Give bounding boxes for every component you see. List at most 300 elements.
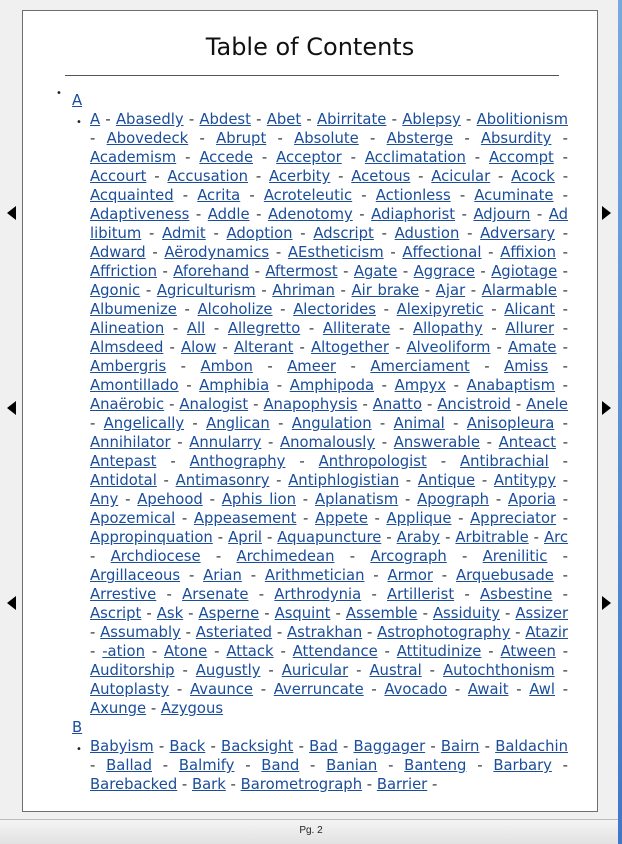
toc-entry-link[interactable]: Atone: [164, 643, 208, 660]
entry-separator: -: [447, 681, 468, 698]
entry-separator: -: [362, 776, 377, 793]
toc-entry-link[interactable]: Baldachin: [495, 738, 568, 755]
entry-separator: -: [375, 434, 394, 451]
entry-separator: -: [259, 605, 275, 622]
toc-entry-link[interactable]: Adenotomy: [267, 206, 353, 223]
toc-entry-link[interactable]: Arcograph: [370, 548, 447, 565]
toc-entry-link[interactable]: Acclimatation: [364, 149, 466, 166]
toc-entry-link[interactable]: Accompt: [488, 149, 554, 166]
toc-entry-link[interactable]: Annihilator: [90, 434, 171, 451]
entry-separator: -: [269, 377, 290, 394]
toc-entry-link[interactable]: Actionless: [375, 187, 451, 204]
section-letter-link[interactable]: B: [72, 719, 83, 736]
toc-entry-link[interactable]: Alectorides: [293, 301, 376, 318]
toc-entry-link[interactable]: Banian: [326, 757, 378, 774]
entry-separator: -: [358, 130, 387, 147]
toc-entry-link[interactable]: Amphipoda: [289, 377, 375, 394]
toc-entry-link[interactable]: Artillerist: [387, 586, 455, 603]
toc-entry-link[interactable]: Acerbity: [269, 168, 331, 185]
toc-entry-link[interactable]: Alicant: [504, 301, 556, 318]
toc-entry-link[interactable]: Adiaphorist: [371, 206, 456, 223]
toc-entry-link[interactable]: Asquint: [274, 605, 331, 622]
entry-separator: -: [163, 339, 181, 356]
entry-separator: -: [299, 757, 327, 774]
toc-entry-link[interactable]: Affixion: [500, 244, 556, 261]
toc-entry-link[interactable]: Appreciator: [470, 510, 557, 527]
toc-entry-link[interactable]: Anapophysis: [263, 396, 358, 413]
toc-entry-link[interactable]: Antitypy: [493, 472, 556, 489]
entry-separator: -: [216, 339, 234, 356]
section-letter-link[interactable]: A: [72, 92, 83, 109]
entry-separator: -: [375, 301, 397, 318]
toc-entry-link[interactable]: Alarmable: [481, 282, 557, 299]
toc-entry-link[interactable]: Asteriated: [195, 624, 273, 641]
toc-entry-link[interactable]: Avocado: [384, 681, 448, 698]
entry-separator: -: [547, 548, 569, 565]
entry-separator: -: [555, 681, 569, 698]
toc-entry-link[interactable]: Ajar: [435, 282, 466, 299]
entry-separator: -: [469, 358, 505, 375]
entry-separator: -: [417, 605, 433, 622]
toc-entry-link[interactable]: AEstheticism: [287, 244, 384, 261]
toc-entry-link[interactable]: Aphis lion: [221, 491, 296, 508]
toc-entry-link[interactable]: Babyism: [90, 738, 154, 755]
toc-entry-link[interactable]: Aggrace: [413, 263, 475, 280]
toc-entry-link[interactable]: Adaptiveness: [90, 206, 190, 223]
toc-entry-link[interactable]: Avaunce: [189, 681, 254, 698]
toc-entry-link[interactable]: Agriculturism: [156, 282, 256, 299]
toc-entry-link[interactable]: Addle: [207, 206, 250, 223]
toc-entry-link[interactable]: Acuminate: [474, 187, 554, 204]
toc-entry-link[interactable]: Acicular: [431, 168, 491, 185]
toc-entry-link[interactable]: Acrita: [197, 187, 241, 204]
entry-separator: -: [388, 339, 407, 356]
entry-separator: -: [175, 510, 194, 527]
toc-entry-link[interactable]: Absolute: [294, 130, 359, 147]
entry-separator: -: [90, 757, 107, 774]
toc-entry-link[interactable]: Amate: [508, 339, 557, 356]
toc-entry-link[interactable]: Ascript: [90, 605, 142, 622]
toc-entry-link[interactable]: Antique: [417, 472, 476, 489]
entry-separator: -: [554, 662, 568, 679]
entry-separator: -: [205, 225, 227, 242]
toc-entry-link[interactable]: Anele: [526, 396, 568, 413]
entry-separator: -: [174, 662, 196, 679]
toc-entry-link[interactable]: Barrier: [376, 776, 428, 793]
toc-entry-link[interactable]: Ancistroid: [437, 396, 511, 413]
entry-separator: -: [176, 149, 200, 166]
toc-entry-link[interactable]: Bark: [191, 776, 226, 793]
toc-entry-link[interactable]: Aërodynamics: [164, 244, 270, 261]
entry-separator: -: [555, 301, 569, 318]
entry-separator: -: [269, 472, 289, 489]
toc-entry-link[interactable]: Antibrachial: [459, 453, 549, 470]
next-page-arrow-icon[interactable]: [602, 596, 611, 610]
entry-separator: -: [426, 453, 460, 470]
entry-separator: -: [337, 263, 354, 280]
toc-entry-link[interactable]: Antiphlogistian: [288, 472, 400, 489]
toc-entry-link[interactable]: Araby: [396, 529, 441, 546]
toc-entry-link[interactable]: Antimasonry: [175, 472, 270, 489]
entry-separator: -: [548, 453, 569, 470]
entry-separator: -: [141, 225, 163, 242]
entry-separator: -: [460, 111, 477, 128]
entry-separator: -: [479, 738, 496, 755]
entry-separator: -: [272, 624, 288, 641]
toc-entry-link[interactable]: Anthropologist: [318, 453, 427, 470]
toc-entry-link[interactable]: Ahriman: [272, 282, 335, 299]
entry-separator: -: [266, 130, 295, 147]
toc-entry-link[interactable]: Altogether: [311, 339, 389, 356]
entry-separator: -: [555, 491, 569, 508]
toc-entry-link[interactable]: Alow: [180, 339, 217, 356]
toc-entry-link[interactable]: Academism: [90, 149, 177, 166]
toc-entry-link[interactable]: Auditorship: [90, 662, 175, 679]
toc-entry-link[interactable]: Amiss: [504, 358, 549, 375]
toc-entry-link[interactable]: Bairn: [440, 738, 480, 755]
toc-entry-link[interactable]: Apozemical: [90, 510, 176, 527]
toc-entry-link[interactable]: Arenilitic: [482, 548, 548, 565]
toc-entry-link[interactable]: Adjourn: [473, 206, 531, 223]
toc-entry-link[interactable]: Analogist: [179, 396, 249, 413]
window-edge: [618, 0, 622, 844]
entry-separator: -: [483, 301, 505, 318]
toc-entry-link[interactable]: Angulation: [291, 415, 372, 432]
next-page-arrow-icon[interactable]: [602, 401, 611, 415]
entry-separator: -: [100, 111, 116, 128]
toc-entry-link[interactable]: Await: [467, 681, 509, 698]
toc-entry-link[interactable]: Amerciament: [370, 358, 470, 375]
toc-entry-link[interactable]: Astrakhan: [287, 624, 363, 641]
toc-entry-link[interactable]: Affriction: [90, 263, 157, 280]
toc-entry-link[interactable]: Assizer: [515, 605, 569, 622]
toc-entry-link[interactable]: Apehood: [137, 491, 203, 508]
entry-separator: -: [500, 605, 516, 622]
toc-entry-link[interactable]: Abirritate: [316, 111, 387, 128]
toc-entry-link[interactable]: Ballad: [106, 757, 153, 774]
toc-entry-link[interactable]: Allegretto: [227, 320, 301, 337]
entry-separator: -: [334, 548, 371, 565]
entry-separator: -: [169, 681, 190, 698]
toc-entry-link[interactable]: Attitudinize: [396, 643, 482, 660]
toc-entry-link[interactable]: Alexipyretic: [396, 301, 484, 318]
toc-entry-link[interactable]: Atazir: [525, 624, 569, 641]
entry-separator: -: [293, 738, 310, 755]
entry-separator: -: [173, 187, 198, 204]
entry-separator: -: [341, 149, 365, 166]
entry-separator: -: [553, 187, 568, 204]
entry-separator: -: [474, 263, 492, 280]
toc-entry-link[interactable]: Awl: [529, 681, 555, 698]
entry-separator: -: [90, 643, 103, 660]
toc-entry-link[interactable]: Antepast: [90, 453, 157, 470]
entry-separator: -: [555, 643, 569, 660]
toc-entry-link[interactable]: Barbary: [493, 757, 552, 774]
toc-entry-link[interactable]: Agonic: [90, 282, 141, 299]
toc-entry-link[interactable]: Alliterate: [322, 320, 391, 337]
toc-entry-link[interactable]: Balmify: [178, 757, 235, 774]
toc-entry-link[interactable]: Angelically: [103, 415, 185, 432]
toc-entry-link[interactable]: Adversary: [480, 225, 555, 242]
toc-entry-link[interactable]: Aporia: [508, 491, 556, 508]
toc-entry-link[interactable]: Ablepsy: [402, 111, 461, 128]
toc-entry-link[interactable]: Acroteleutic: [263, 187, 353, 204]
toc-entry-link[interactable]: Auricular: [281, 662, 349, 679]
entry-separator: -: [205, 738, 222, 755]
toc-entry-link[interactable]: Abovedeck: [106, 130, 189, 147]
entry-separator: -: [183, 111, 200, 128]
toc-entry-link[interactable]: Abrupt: [216, 130, 267, 147]
entry-separator: -: [249, 206, 268, 223]
toc-entry-link[interactable]: Accourt: [90, 168, 147, 185]
toc-entry-link[interactable]: Aplanatism: [314, 491, 399, 508]
toc-entry-link[interactable]: Arthrodynia: [274, 586, 362, 603]
entry-separator: -: [166, 358, 201, 375]
toc-entry-link[interactable]: Ampyx: [394, 377, 447, 394]
toc-entry-link[interactable]: Appeasement: [193, 510, 297, 527]
toc-entry-link[interactable]: Arrestive: [90, 586, 157, 603]
entry-separator: -: [551, 757, 569, 774]
toc-entry-link[interactable]: Asperne: [198, 605, 260, 622]
toc-entry-link[interactable]: Abet: [266, 111, 302, 128]
toc-entry-link[interactable]: Assemble: [345, 605, 418, 622]
toc-entry-link[interactable]: Alveoliform: [406, 339, 491, 356]
entry-separator: -: [383, 244, 403, 261]
toc-entry-link[interactable]: Barebacked: [90, 776, 178, 793]
entry-separator: -: [144, 643, 165, 660]
toc-entry-link[interactable]: Agiotage: [491, 263, 558, 280]
entry-separator: -: [250, 111, 267, 128]
bullet-icon: •: [76, 744, 82, 755]
toc-entry-link[interactable]: Almsdeed: [90, 339, 164, 356]
toc-entry-link[interactable]: Aquapuncture: [277, 529, 382, 546]
entry-separator: -: [475, 472, 494, 489]
toc-entry-link[interactable]: Attendance: [292, 643, 378, 660]
toc-entry-link[interactable]: Alcoholize: [197, 301, 273, 318]
entry-separator: -: [553, 149, 568, 166]
entry-separator: -: [459, 225, 481, 242]
toc-entry-link[interactable]: Band: [261, 757, 300, 774]
toc-entry-link[interactable]: Anglican: [206, 415, 270, 432]
toc-entry-link[interactable]: Ad libitum: [90, 206, 569, 242]
entry-separator: -: [153, 738, 170, 755]
toc-entry-link[interactable]: Admit: [162, 225, 206, 242]
entry-separator: -: [300, 320, 323, 337]
toc-entry-link[interactable]: Absurdity: [480, 130, 552, 147]
entry-separator: -: [481, 244, 501, 261]
toc-entry-link[interactable]: Augustly: [195, 662, 261, 679]
entry-separator: -: [554, 320, 569, 337]
toc-entry-link[interactable]: Adustion: [394, 225, 460, 242]
entry-separator: -: [146, 168, 168, 185]
entry-separator: -: [557, 282, 568, 299]
toc-entry-link[interactable]: Alineation: [90, 320, 165, 337]
toc-entry-link[interactable]: -ation: [102, 643, 145, 660]
toc-entry-link[interactable]: Armor: [387, 567, 433, 584]
toc-entry-link[interactable]: Anthography: [189, 453, 286, 470]
toc-entry-link[interactable]: Affectional: [402, 244, 482, 261]
toc-entry-link[interactable]: Allopathy: [412, 320, 483, 337]
entry-separator: -: [361, 586, 388, 603]
toc-entry-link[interactable]: Amphibia: [199, 377, 270, 394]
toc-entry-link[interactable]: Allurer: [505, 320, 555, 337]
toc-entry-link[interactable]: Baggager: [353, 738, 426, 755]
toc-entry-link[interactable]: Anatto: [372, 396, 423, 413]
entry-separator: -: [465, 282, 482, 299]
toc-entry-link[interactable]: Alterant: [233, 339, 294, 356]
entry-separator: -: [510, 624, 526, 641]
toc-entry-link[interactable]: Argillaceous: [90, 567, 181, 584]
toc-entry-link[interactable]: Astrophotography: [377, 624, 511, 641]
previous-page-arrow-icon[interactable]: [7, 596, 16, 610]
entry-separator: -: [176, 301, 198, 318]
toc-entry-link[interactable]: Annularry: [189, 434, 262, 451]
entry-separator: -: [419, 282, 436, 299]
entry-separator: -: [453, 130, 481, 147]
entry-separator: -: [548, 358, 569, 375]
toc-entry-link[interactable]: Abolitionism: [476, 111, 568, 128]
toc-entry-link[interactable]: Anabaptism: [466, 377, 556, 394]
entry-separator: -: [432, 567, 456, 584]
toc-entry-link[interactable]: Asbestine: [479, 586, 553, 603]
toc-entry-link[interactable]: Any: [90, 491, 119, 508]
toc-entry-link[interactable]: Abasedly: [115, 111, 184, 128]
entry-separator: -: [465, 149, 489, 166]
toc-entry-link[interactable]: Antidotal: [90, 472, 157, 489]
entry-separator: -: [399, 472, 418, 489]
status-bar: [0, 819, 622, 844]
toc-entry-link[interactable]: Atween: [500, 643, 556, 660]
toc-entry-link[interactable]: Adoption: [226, 225, 293, 242]
toc-entry-link[interactable]: Accusation: [167, 168, 249, 185]
toc-entry-link[interactable]: Answerable: [393, 434, 480, 451]
toc-entry-link[interactable]: April: [228, 529, 262, 546]
toc-entry-link[interactable]: Arc: [544, 529, 569, 546]
entry-separator: -: [118, 491, 138, 508]
toc-entry-link[interactable]: Absterge: [386, 130, 454, 147]
toc-entry-link[interactable]: Adscript: [313, 225, 374, 242]
toc-entry-link[interactable]: Autochthonism: [442, 662, 555, 679]
entry-separator: -: [293, 339, 312, 356]
toc-entry-link[interactable]: Anomalously: [280, 434, 376, 451]
entry-separator: -: [146, 700, 161, 717]
toc-entry-link[interactable]: Appropinquation: [90, 529, 213, 546]
entry-separator: -: [454, 586, 480, 603]
entry-separator: -: [427, 776, 438, 793]
entry-separator: -: [90, 548, 111, 565]
toc-entry-link[interactable]: Acock: [511, 168, 555, 185]
entry-separator: -: [178, 377, 200, 394]
toc-entry-link[interactable]: Ambon: [200, 358, 253, 375]
toc-entry-link[interactable]: Air brake: [351, 282, 420, 299]
toc-entry-link[interactable]: Aftermost: [265, 263, 338, 280]
toc-entry-link[interactable]: Assumably: [100, 624, 181, 641]
entry-separator: -: [363, 681, 385, 698]
bullet-icon: •: [56, 88, 62, 99]
next-page-arrow-icon[interactable]: [602, 206, 611, 220]
toc-entry-link[interactable]: Bad: [309, 738, 338, 755]
toc-entry-link[interactable]: Backsight: [221, 738, 294, 755]
toc-entry-link[interactable]: Arquebusade: [455, 567, 554, 584]
toc-entry-link[interactable]: Arsenate: [182, 586, 249, 603]
toc-entry-link[interactable]: Amontillado: [90, 377, 179, 394]
toc-entry-link[interactable]: Banteng: [404, 757, 467, 774]
toc-entry-link[interactable]: All: [186, 320, 206, 337]
entry-separator: -: [152, 757, 179, 774]
toc-entry-link[interactable]: Anisopleura: [466, 415, 555, 432]
toc-entry-link[interactable]: Applique: [386, 510, 452, 527]
toc-entry-link[interactable]: Adward: [90, 244, 146, 261]
toc-entry-link[interactable]: Abdest: [199, 111, 251, 128]
entry-separator: -: [556, 510, 569, 527]
toc-entry-link[interactable]: Arithmetician: [264, 567, 365, 584]
entry-separator: -: [367, 510, 387, 527]
entry-separator: -: [556, 472, 569, 489]
toc-entry-link[interactable]: Attack: [226, 643, 274, 660]
toc-entry-link[interactable]: Archdiocese: [110, 548, 201, 565]
entry-separator: -: [141, 605, 157, 622]
toc-entry-link[interactable]: Axunge: [90, 700, 147, 717]
toc-entry-link[interactable]: Agate: [353, 263, 398, 280]
toc-entry-link[interactable]: Animal: [393, 415, 445, 432]
toc-entry-link[interactable]: Anteact: [498, 434, 557, 451]
entry-separator: -: [481, 643, 501, 660]
toc-entry-link[interactable]: Arian: [203, 567, 242, 584]
toc-entry-link[interactable]: Accede: [199, 149, 254, 166]
toc-entry-link[interactable]: Ameer: [287, 358, 337, 375]
toc-entry-link[interactable]: Austral: [369, 662, 422, 679]
toc-entry-link[interactable]: Barometrograph: [240, 776, 363, 793]
entry-separator: -: [364, 567, 388, 584]
entry-separator: -: [450, 187, 475, 204]
toc-entry-link[interactable]: Autoplasty: [90, 681, 170, 698]
entry-separator: -: [422, 396, 438, 413]
toc-entry-link[interactable]: Anaërobic: [90, 396, 165, 413]
toc-entry-link[interactable]: Acceptor: [276, 149, 342, 166]
toc-entry-link[interactable]: Averruncate: [273, 681, 364, 698]
toc-entry-link[interactable]: Acetous: [351, 168, 411, 185]
toc-entry-link[interactable]: Albumenize: [90, 301, 177, 318]
toc-entry-link[interactable]: Arbitrable: [455, 529, 529, 546]
entry-separator: -: [551, 130, 568, 147]
toc-entry-link[interactable]: Ambergris: [90, 358, 167, 375]
toc-entry-link[interactable]: Assiduity: [432, 605, 501, 622]
entry-separator: -: [295, 491, 315, 508]
toc-entry-link[interactable]: Archimedean: [236, 548, 335, 565]
toc-entry-link[interactable]: Ask: [156, 605, 184, 622]
entry-separator: -: [377, 757, 405, 774]
toc-entry-link[interactable]: Back: [169, 738, 206, 755]
toc-entry-link[interactable]: Apograph: [417, 491, 490, 508]
entry-separator: -: [348, 662, 370, 679]
entry-separator: -: [240, 187, 264, 204]
toc-entry-link[interactable]: Azygous: [160, 700, 224, 717]
entry-separator: -: [390, 320, 413, 337]
toc-entry-link[interactable]: A: [90, 111, 101, 128]
entry-separator: -: [156, 472, 176, 489]
entry-separator: -: [272, 301, 294, 318]
toc-entry-link[interactable]: Appete: [315, 510, 368, 527]
entry-separator: -: [410, 168, 432, 185]
entry-separator: -: [386, 111, 403, 128]
entry-separator: -: [510, 396, 527, 413]
entry-separator: -: [446, 377, 467, 394]
toc-entry-link[interactable]: Acquainted: [90, 187, 174, 204]
previous-page-arrow-icon[interactable]: [7, 401, 16, 415]
previous-page-arrow-icon[interactable]: [7, 206, 16, 220]
entry-separator: -: [156, 586, 183, 603]
toc-entry-link[interactable]: Aforehand: [173, 263, 250, 280]
